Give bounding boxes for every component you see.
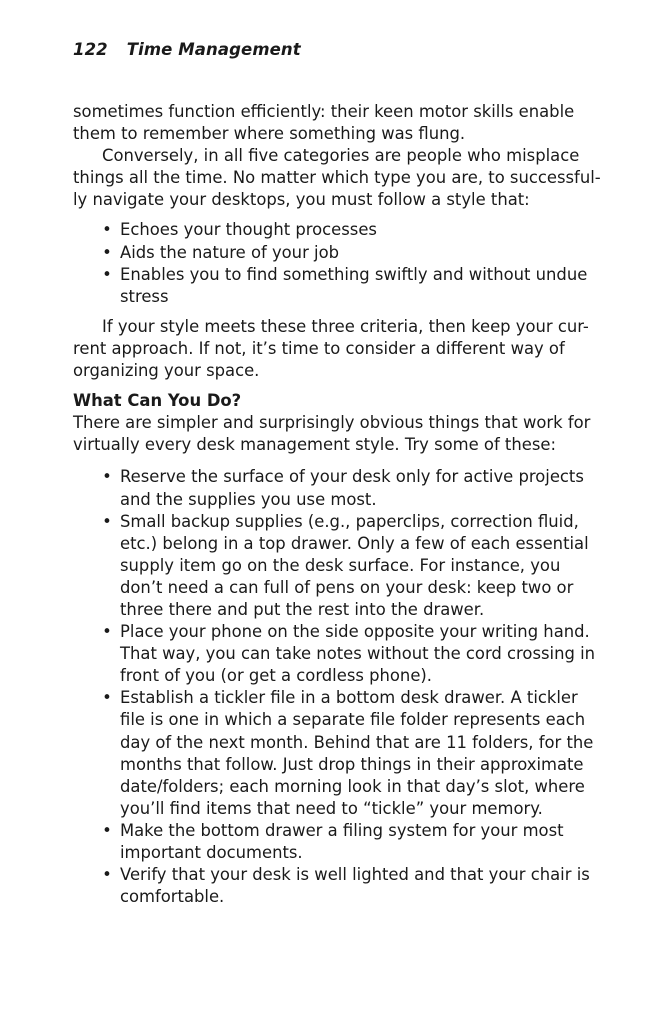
text-line: don’t need a can full of pens on your desk: keep two or [120, 577, 574, 597]
bullet-glyph: • [102, 467, 112, 487]
text-line: you’ll find items that need to “tickle” your memory. [120, 798, 543, 818]
bullet-glyph: • [102, 865, 112, 885]
text-line: Small backup supplies (e.g., paperclips, correction fluid, [120, 511, 579, 531]
criteria-paragraph [73, 316, 593, 382]
text-line: and the supplies you use most. [120, 489, 377, 509]
list-item [73, 219, 593, 241]
text-line: Verify that your desk is well lighted and that your chair is [120, 865, 590, 885]
text-line: Reserve the surface of your desk only for active projects [120, 467, 584, 487]
text-line: That way, you can take notes without the cord crossing in [120, 644, 596, 664]
text-line: Make the bottom drawer a filing system for your most [120, 820, 564, 840]
tips-bullet-list [73, 466, 596, 908]
text-line: If your style meets these three criteria, then keep your cur- [102, 316, 589, 336]
text-line: sometimes function efficiently: their keen motor skills enable [73, 102, 575, 121]
style-bullet-list [73, 219, 593, 307]
list-item [73, 242, 593, 264]
text-line: Echoes your thought processes [120, 220, 377, 240]
bullet-glyph: • [102, 820, 112, 840]
text-line: organizing your space. [73, 361, 260, 381]
text-line: supply item go on the desk surface. For instance, you [120, 555, 561, 575]
list-item [73, 264, 593, 308]
page-body [73, 101, 601, 908]
text-line: important documents. [120, 843, 303, 862]
bullet-glyph: • [102, 242, 112, 262]
text-line: front of you (or get a cordless phone). [120, 666, 433, 686]
conversely-paragraph [73, 145, 601, 211]
section-heading: What Can You Do? [73, 391, 242, 411]
text-line: three there and put the rest into the drawer. [120, 599, 485, 619]
text-line: date/folders; each morning look in that day’s slot, where [120, 776, 585, 796]
text-line: There are simpler and surprisingly obvious things that work for [73, 413, 591, 433]
text-line: Enables you to find something swiftly and without undue [120, 264, 588, 284]
list-item [73, 864, 593, 908]
bullet-glyph: • [102, 220, 112, 240]
text-line: day of the next month. Behind that are 11 folders, for the [120, 732, 594, 752]
text-line: months that follow. Just drop things in their approximate [120, 754, 584, 774]
text-line: Aids the nature of your job [120, 242, 340, 262]
intro-paragraph [73, 101, 593, 145]
text-line: etc.) belong in a top drawer. Only a few of each essential [120, 533, 589, 553]
text-line: comfortable. [120, 887, 225, 907]
text-line: Establish a tickler file in a bottom desk drawer. A tickler [120, 688, 578, 708]
page-number: 122 [73, 40, 108, 59]
list-item [73, 687, 593, 820]
text-line: file is one in which a separate file folder represents each [120, 710, 586, 730]
bullet-glyph: • [102, 622, 112, 642]
text-line: Conversely, in all five categories are people who misplace [102, 146, 580, 166]
section-paragraph [73, 412, 593, 456]
text-line: them to remember where something was flung. [73, 124, 466, 144]
list-item [73, 466, 593, 510]
list-item [73, 621, 596, 687]
text-line: virtually every desk management style. Try some of these: [73, 435, 556, 455]
text-line: ly navigate your desktops, you must follow a style that: [73, 190, 530, 210]
bullet-glyph: • [102, 688, 112, 708]
text-line: rent approach. If not, it’s time to consider a different way of [73, 338, 565, 358]
text-line: things all the time. No matter which type you are, to successful- [73, 168, 601, 188]
bullet-glyph: • [102, 264, 112, 284]
list-item [73, 511, 593, 621]
bullet-glyph: • [102, 511, 112, 531]
list-item [73, 820, 593, 864]
running-head [73, 40, 301, 59]
text-line: stress [120, 286, 169, 306]
running-title: Time Management [126, 40, 301, 59]
text-line: Place your phone on the side opposite your writing hand. [120, 622, 590, 642]
